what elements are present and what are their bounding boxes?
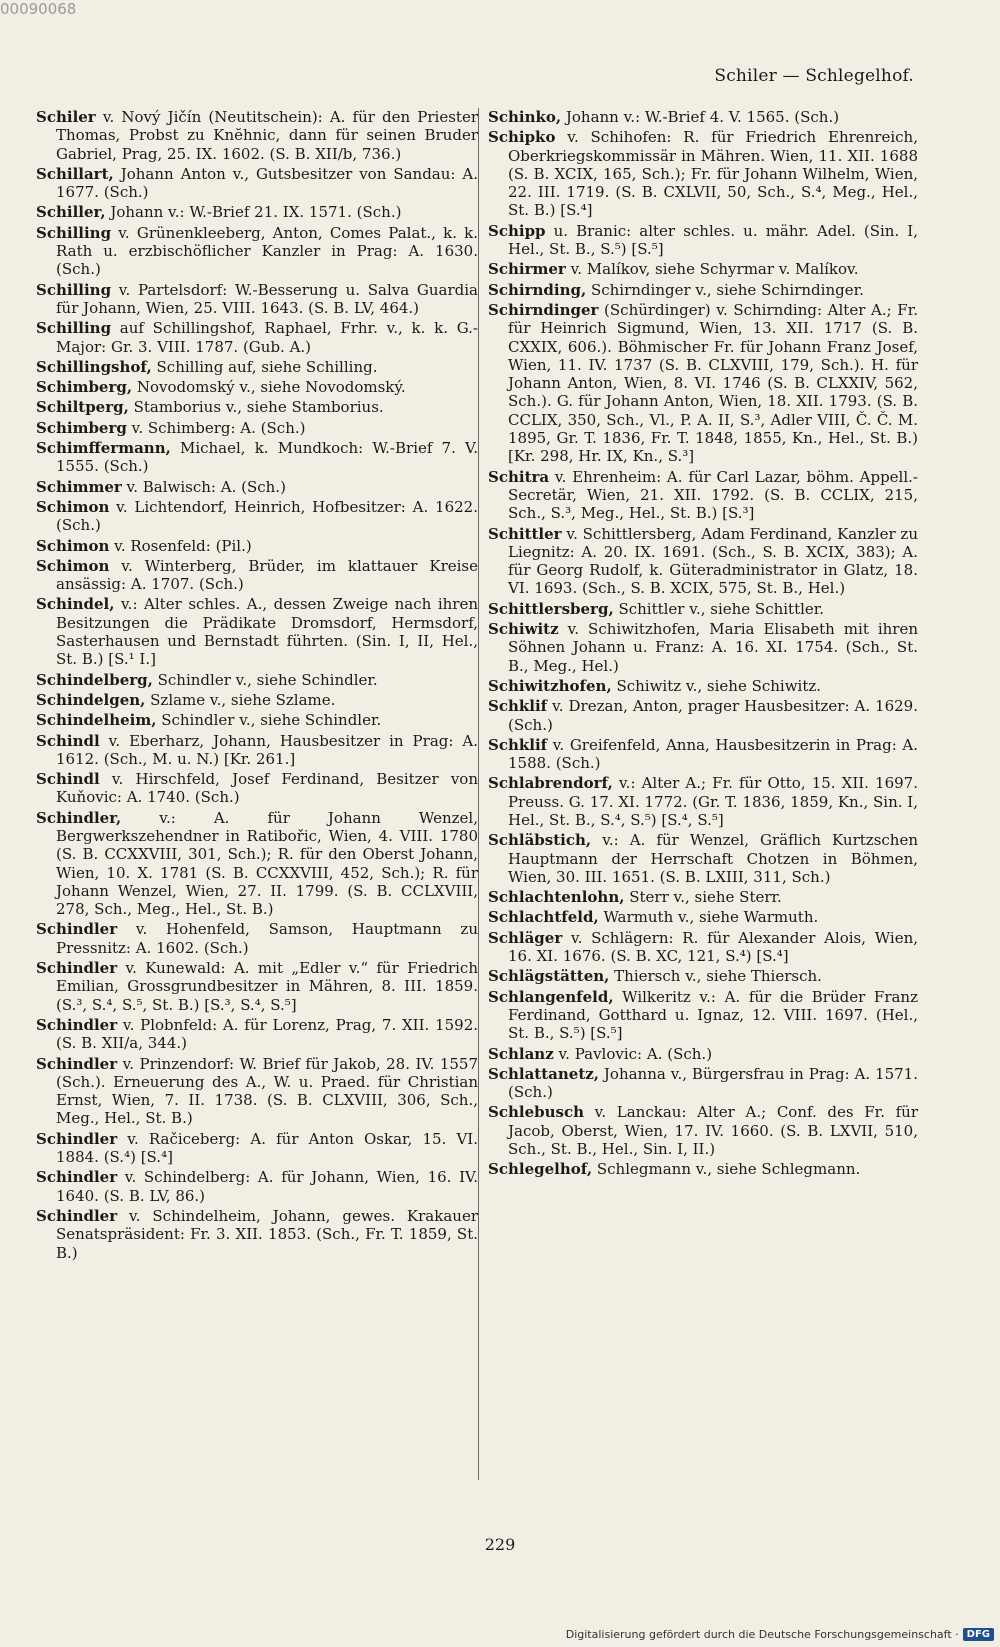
dictionary-entry (488, 908, 918, 926)
entry-text: v. Grünenkleeberg, Anton, Comes Palat., k. k. Rath u. erzbischöflicher Kanzler in Prag: A. 1630. (Sch.) (56, 223, 478, 279)
entry-headword: Schläger (488, 928, 563, 947)
footer-text: Digitalisierung gefördert durch die Deutsche Forschungsgemeinschaft · (565, 1628, 959, 1641)
digitization-footer (566, 1628, 994, 1641)
entry-headword: Schilling (36, 319, 112, 338)
entry-text: Johann Anton v., Gutsbesitzer von Sandau: A. 1677. (Sch.) (56, 164, 478, 202)
entry-text: Wilkeritz v.: A. für die Brüder Franz Ferdinand, Gotthard u. Ignaz, 12. VIII. 1697. (Hel., St. B., S.⁵) [S.⁵] (508, 987, 918, 1043)
entry-text: v.: A. für Johann Wenzel, Bergwerkszehendner in Ratibořic, Wien, 4. VIII. 1780 (S. B. CCXXVIII, 301, Sch.); R. für den Oberst Johann, Wien, 10. X. 1781 (S. B. CCXXVIII, 452, Sch.); R. für Johann Wenzel, Wien, 27. II. 1799. (S. B. CCLXVIII, 278, Sch., Meg., Hel., St. B.) (56, 808, 478, 919)
entry-text: v. Eberharz, Johann, Hausbesitzer in Prag: A. 1612. (Sch., M. u. N.) [Kr. 261.] (56, 731, 478, 768)
entry-text: Schiwitz v., siehe Schiwitz. (611, 676, 822, 695)
dictionary-entry (36, 595, 478, 668)
dictionary-entry (488, 468, 918, 523)
entry-headword: Schilling (36, 280, 112, 299)
entry-text: Szlame v., siehe Szlame. (145, 690, 336, 709)
entry-text: v. Greifenfeld, Anna, Hausbesitzerin in Prag: A. 1588. (Sch.) (508, 735, 918, 773)
entry-headword: Schindler (36, 1206, 118, 1225)
entry-text: Michael, k. Mundkoch: W.-Brief 7. V. 1555. (Sch.) (56, 439, 478, 476)
entry-text: Sterr v., siehe Sterr. (624, 888, 782, 907)
dictionary-entry (36, 959, 478, 1014)
entry-text: v. Pavlovic: A. (Sch.) (553, 1044, 713, 1063)
entry-headword: Schindler (36, 959, 118, 978)
entry-headword: Schlabrendorf, (488, 774, 613, 793)
running-head: Schiler — Schlegelhof. (714, 66, 914, 86)
dictionary-entry (36, 419, 478, 437)
entry-text: Warmuth v., siehe Warmuth. (598, 908, 819, 927)
dictionary-entry (488, 301, 918, 466)
entry-text: Thiersch v., siehe Thiersch. (609, 967, 822, 986)
entry-headword: Schindelheim, (36, 711, 157, 730)
entry-headword: Schimmer (36, 477, 122, 496)
entry-text: v. Lichtendorf, Heinrich, Hofbesitzer: A. 1622. (Sch.) (56, 497, 478, 535)
entry-headword: Schindler (36, 1015, 118, 1034)
entry-headword: Schimberg (36, 418, 127, 437)
entry-text: Schindler v., siehe Schindler. (156, 711, 382, 730)
dictionary-entry (36, 537, 478, 555)
entry-text: v. Schittlersberg, Adam Ferdinand, Kanzler zu Liegnitz: A. 20. IX. 1691. (Sch., S. B. XCIX, 383); A. für Georg Rudolf, k. Güteradministrator in Glatz, 18. VI. 1693. (Sch., S. B. XCIX, 575, St. B., Hel.) (508, 524, 918, 598)
dictionary-entry (36, 398, 478, 416)
entry-headword: Schläbstich, (488, 831, 592, 850)
entry-headword: Schimon (36, 536, 110, 555)
entry-headword: Schillart, (36, 164, 114, 183)
entry-text: v.: A. für Wenzel, Gräflich Kurtzschen Hauptmann der Herrschaft Chotzen in Böhmen, Wien, 30. III. 1651. (S. B. LXIII, 311, Sch.) (508, 831, 918, 886)
entry-headword: Schindl (36, 770, 100, 789)
entry-headword: Schiller, (36, 203, 106, 222)
dictionary-entry (488, 1103, 918, 1158)
entry-headword: Schindler, (36, 808, 122, 827)
entry-headword: Schlachtfeld, (488, 908, 599, 927)
dictionary-entry (488, 888, 918, 906)
entry-text: v. Plobnfeld: A. für Lorenz, Prag, 7. XII. 1592. (S. B. XII/a, 344.) (56, 1015, 478, 1053)
dictionary-entry (36, 478, 478, 496)
dictionary-entry (36, 809, 478, 919)
entry-text: v. Drezan, Anton, prager Hausbesitzer: A. 1629. (Sch.) (508, 697, 918, 734)
entry-text: Schlegmann v., siehe Schlegmann. (592, 1160, 861, 1179)
entry-headword: Schimberg, (36, 378, 133, 397)
dictionary-entry (36, 1207, 478, 1262)
entry-headword: Schklif (488, 697, 548, 716)
entry-headword: Schindler (36, 1054, 118, 1073)
entry-text: v. Prinzendorf: W. Brief für Jakob, 28. IV. 1557 (Sch.). Erneuerung des A., W. u. Praed. für Christian Ernst, Wien, 7. II. 1738. (S. B. CLXVIII, 306, Sch., Meg., Hel., St. B.) (56, 1054, 478, 1128)
entry-text: Schilling auf, siehe Schilling. (151, 357, 378, 376)
entry-text: v. Kunewald: A. mit „Edler v.“ für Friedrich Emilian, Grossgrundbesitzer in Mähren, 8. III. 1859. (S.³, S.⁴, S.⁵, St. B.) [S.³, S.⁴, S.⁵] (56, 959, 478, 1014)
entry-text: Schirndinger v., siehe Schirndinger. (586, 280, 864, 299)
dictionary-entry (36, 1168, 478, 1205)
dictionary-entry (488, 929, 918, 966)
entry-headword: Schipp (488, 221, 546, 240)
dictionary-entry (36, 319, 478, 356)
right-column (488, 108, 918, 1181)
entry-text: (Schürdinger) v. Schirnding: Alter A.; Fr. für Heinrich Sigmund, Wien, 13. XII. 1717 (S. B. CXXIX, 606.). Böhmischer Fr. für Johann Franz Josef, Wien, 11. IV. 1737 (S. B. CLXVIII, 179, Sch.). H. für Johann Anton, Wien, 8. VI. 1746 (S. B. CLXXIV, 562, Sch.). G. für Johann Anton, Wien, 18. XII. 1793. (S. B. CCLIX, 350, Sch., Vl., P. A. II, S.³, Adler VIII, Č. Č. M. 1895, Gr. T. 1836, Fr. T. 1848, 1855, Kn., Hel., St. B.) [Kr. 298, Hr. IX, Kn., S.³] (508, 300, 918, 466)
entry-headword: Schlachtenlohn, (488, 888, 625, 907)
dictionary-entry (488, 697, 918, 734)
entry-headword: Schillingshof, (36, 357, 152, 376)
dictionary-entry (36, 224, 478, 279)
entry-headword: Schinko, (488, 108, 562, 126)
entry-text: v. Malíkov, siehe Schyrmar v. Malíkov. (565, 260, 859, 279)
dictionary-entry (488, 1160, 918, 1178)
dictionary-entry (488, 774, 918, 829)
dictionary-entry (488, 108, 918, 126)
column-divider (478, 108, 479, 1480)
dictionary-entry (36, 557, 478, 594)
entry-headword: Schiwitzhofen, (488, 676, 612, 695)
dictionary-entry (488, 260, 918, 278)
entry-text: v. Račiceberg: A. für Anton Oskar, 15. VI. 1884. (S.⁴) [S.⁴] (56, 1129, 478, 1167)
entry-text: Novodomský v., siehe Novodomský. (132, 378, 406, 397)
entry-headword: Schittler (488, 524, 562, 543)
dictionary-entry (36, 770, 478, 807)
dictionary-entry (36, 1055, 478, 1128)
entry-headword: Schimon (36, 497, 110, 516)
entry-text: v. Schihofen: R. für Friedrich Ehrenreich, Oberkriegskommissär in Mähren. Wien, 11. XII. 1688 (S. B. XCIX, 165, Sch.); Fr. für Johann Wilhelm, Wien, 22. III. 1719. (S. B. CXLVII, 50, Sch., S.⁴, Meg., Hel., St. B.) [S.⁴] (508, 128, 918, 220)
entry-headword: Schirmer (488, 260, 566, 279)
entry-headword: Schlattanetz, (488, 1064, 599, 1083)
entry-text: Johanna v., Bürgersfrau in Prag: A. 1571. (Sch.) (508, 1064, 918, 1102)
dictionary-entry (36, 439, 478, 476)
entry-text: v. Balwisch: A. (Sch.) (121, 477, 286, 496)
dictionary-entry (488, 620, 918, 675)
entry-headword: Schilling (36, 223, 112, 242)
entry-headword: Schirnding, (488, 280, 587, 299)
entry-text: v. Schindelberg: A. für Johann, Wien, 16. IV. 1640. (S. B. LV, 86.) (56, 1168, 478, 1205)
dictionary-entry (488, 736, 918, 773)
entry-headword: Schlangenfeld, (488, 987, 614, 1006)
page-number: 229 (484, 1535, 516, 1554)
entry-headword: Schimon (36, 556, 110, 575)
dictionary-entry (36, 691, 478, 709)
scan-id-mark: 00090068 (0, 0, 77, 18)
dictionary-entry (36, 671, 478, 689)
entry-text: v.: Alter A.; Fr. für Otto, 15. XII. 1697. Preuss. G. 17. XI. 1772. (Gr. T. 1836, 1859, Kn., Sin. I, Hel., St. B., S.⁴, S.⁵) [S.⁴, S.⁵] (508, 774, 918, 829)
entry-headword: Schindler (36, 1168, 118, 1187)
entry-text: v. Partelsdorf: W.-Besserung u. Salva Guardia für Johann, Wien, 25. VIII. 1643. (S. B. LV, 464.) (56, 280, 478, 317)
entry-headword: Schipko (488, 128, 556, 147)
dictionary-entry (488, 1065, 918, 1102)
dictionary-entry (488, 600, 918, 618)
dictionary-entry (488, 677, 918, 695)
dictionary-entry (36, 1130, 478, 1167)
entry-text: v. Rosenfeld: (Pil.) (109, 536, 252, 555)
dictionary-entry (36, 378, 478, 396)
entry-headword: Schiler (36, 108, 96, 126)
entry-text: v. Hirschfeld, Josef Ferdinand, Besitzer von Kuňovic: A. 1740. (Sch.) (56, 770, 478, 807)
entry-headword: Schlanz (488, 1044, 554, 1063)
dictionary-entry (488, 281, 918, 299)
entry-text: v. Ehrenheim: A. für Carl Lazar, böhm. Appell.-Secretär, Wien, 21. XII. 1792. (S. B. CCLIX, 215, Sch., S.³, Meg., Hel., St. B.) [S.³] (508, 467, 918, 523)
dictionary-entry (36, 920, 478, 957)
entry-headword: Schindel, (36, 595, 115, 614)
dictionary-entry (36, 108, 478, 163)
entry-text: v. Hohenfeld, Samson, Hauptmann zu Pressnitz: A. 1602. (Sch.) (56, 920, 478, 957)
entry-headword: Schindler (36, 1129, 118, 1148)
entry-headword: Schlegelhof, (488, 1160, 593, 1179)
entry-text: v.: Alter schles. A., dessen Zweige nach ihren Besitzungen die Prädikate Dromsdorf, Hermsdorf, Sasterhausen und Bernstadt führten. (Sin. I, II, Hel., St. B.) [S.¹ I.] (56, 595, 478, 669)
entry-headword: Schindl (36, 731, 100, 750)
entry-text: Johann v.: W.-Brief 4. V. 1565. (Sch.) (561, 108, 840, 126)
entry-headword: Schindelberg, (36, 670, 153, 689)
dictionary-entry (488, 1045, 918, 1063)
dictionary-entry (488, 128, 918, 219)
dictionary-entry (488, 967, 918, 985)
entry-text: Stamborius v., siehe Stamborius. (128, 398, 384, 417)
dictionary-entry (36, 711, 478, 729)
dictionary-entry (36, 203, 478, 221)
dictionary-entry (36, 281, 478, 318)
entry-text: Schindler v., siehe Schindler. (152, 670, 378, 689)
dictionary-entry (36, 732, 478, 769)
entry-headword: Schimffermann, (36, 439, 171, 458)
entry-text: v. Nový Jičín (Neutitschein): A. für den Priester Thomas, Probst zu Knĕhnic, dann für seinen Bruder Gabriel, Prag, 25. IX. 1602. (S. B. XII/b, 736.) (56, 108, 478, 163)
left-column (36, 108, 478, 1264)
entry-text: v. Schiwitzhofen, Maria Elisabeth mit ihren Söhnen Johann u. Franz: A. 16. XI. 1754. (Sch., St. B., Meg., Hel.) (508, 620, 918, 675)
dictionary-entry (488, 222, 918, 259)
dictionary-entry (488, 525, 918, 598)
entry-text: v. Schimberg: A. (Sch.) (126, 418, 306, 437)
dictionary-entry (36, 498, 478, 535)
entry-headword: Schitra (488, 467, 550, 486)
entry-text: Johann v.: W.-Brief 21. IX. 1571. (Sch.) (105, 203, 402, 222)
entry-text: Schittler v., siehe Schittler. (613, 599, 825, 618)
dictionary-entry (36, 358, 478, 376)
dictionary-entry (488, 831, 918, 886)
entry-headword: Schiltperg, (36, 398, 129, 417)
entry-text: auf Schillingshof, Raphael, Frhr. v., k. k. G.-Major: Gr. 3. VIII. 1787. (Gub. A.) (56, 319, 478, 356)
entry-headword: Schindelgen, (36, 690, 146, 709)
entry-text: v. Winterberg, Brüder, im klattauer Kreise ansässig: A. 1707. (Sch.) (56, 556, 478, 594)
entry-headword: Schlägstätten, (488, 967, 610, 986)
entry-text: v. Schlägern: R. für Alexander Alois, Wien, 16. XI. 1676. (S. B. XC, 121, S.⁴) [S.⁴] (508, 928, 918, 966)
entry-headword: Schklif (488, 735, 548, 754)
entry-text: v. Lanckau: Alter A.; Conf. des Fr. für Jacob, Oberst, Wien, 17. IV. 1660. (S. B. LXVII, 510, Sch., St. B., Hel., Sin. I, II.) (508, 1103, 918, 1159)
entry-text: u. Branic: alter schles. u. mähr. Adel. (Sin. I, Hel., St. B., S.⁵) [S.⁵] (508, 221, 918, 259)
dictionary-entry (488, 988, 918, 1043)
entry-headword: Schindler (36, 920, 118, 939)
entry-headword: Schittlersberg, (488, 599, 614, 618)
dictionary-entry (36, 165, 478, 202)
dictionary-entry (36, 1016, 478, 1053)
dfg-logo-icon: DFG (963, 1628, 994, 1641)
entry-headword: Schlebusch (488, 1103, 584, 1122)
entry-text: v. Schindelheim, Johann, gewes. Krakauer Senatspräsident: Fr. 3. XII. 1853. (Sch., Fr. T. 1859, St. B.) (56, 1206, 478, 1262)
entry-headword: Schiwitz (488, 620, 559, 639)
entry-headword: Schirndinger (488, 300, 599, 319)
